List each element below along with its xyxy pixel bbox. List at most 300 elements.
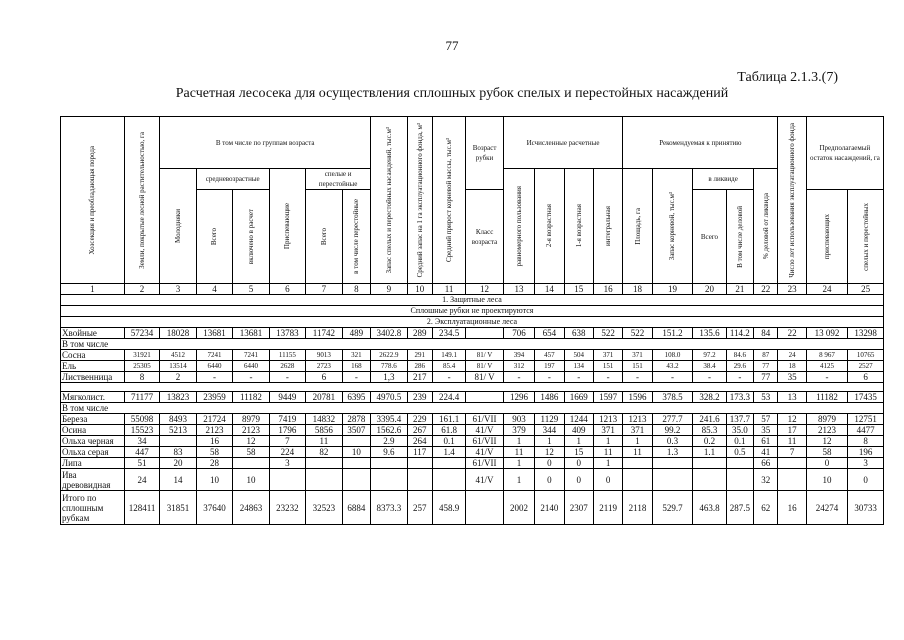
value-cell: 11182 xyxy=(233,392,269,403)
value-cell: 35.0 xyxy=(726,425,753,436)
value-cell xyxy=(342,436,370,447)
value-cell: 10 xyxy=(806,469,848,491)
column-number: 12 xyxy=(466,284,503,295)
value-cell: 6 xyxy=(848,372,884,383)
subgroup-label: В том числе xyxy=(61,403,884,414)
value-cell: 13 xyxy=(778,392,806,403)
value-cell: 8493 xyxy=(160,414,196,425)
value-cell: 409 xyxy=(564,425,593,436)
value-cell: 196 xyxy=(848,447,884,458)
header-stock: Запас спелых и перестойных насаждений, тыс.м³ xyxy=(371,117,407,284)
header-calc-integral: интегральная xyxy=(593,169,622,284)
value-cell: 134 xyxy=(564,361,593,372)
value-cell: 8 967 xyxy=(806,350,848,361)
value-cell: 85.3 xyxy=(693,425,726,436)
value-cell: 3 xyxy=(269,458,305,469)
value-cell: 344 xyxy=(535,425,564,436)
value-cell: 2.9 xyxy=(371,436,407,447)
value-cell: 34 xyxy=(124,436,159,447)
table-row xyxy=(61,372,884,383)
value-cell: 2 xyxy=(160,372,196,383)
value-cell: 11155 xyxy=(269,350,305,361)
table-row xyxy=(61,425,884,436)
value-cell: 15523 xyxy=(124,425,159,436)
value-cell: 12 xyxy=(535,447,564,458)
table-number: Таблица 2.1.3.(7) xyxy=(737,70,838,85)
value-cell: 17 xyxy=(778,425,806,436)
value-cell: 1 xyxy=(535,436,564,447)
value-cell: 2307 xyxy=(564,491,593,525)
value-cell: 84.6 xyxy=(726,350,753,361)
value-cell: - xyxy=(564,372,593,383)
value-cell: 58 xyxy=(233,447,269,458)
header-c2: Земли, покрытые лесной растительностью, га xyxy=(124,117,159,284)
value-cell: 457 xyxy=(535,350,564,361)
value-cell: 239 xyxy=(407,392,432,403)
value-cell: - xyxy=(342,372,370,383)
value-cell: 0 xyxy=(535,469,564,491)
page-number: 77 xyxy=(445,38,459,53)
header-mature-all: Всего xyxy=(306,190,342,284)
column-number: 1 xyxy=(61,284,125,295)
value-cell: 13681 xyxy=(196,328,232,339)
value-cell: 9449 xyxy=(269,392,305,403)
value-cell: 8 xyxy=(124,372,159,383)
value-cell: 81/ V xyxy=(466,361,503,372)
value-cell: 1486 xyxy=(535,392,564,403)
value-cell: 447 xyxy=(124,447,159,458)
value-cell: - xyxy=(503,372,534,383)
table-row xyxy=(61,392,884,403)
value-cell: 31921 xyxy=(124,350,159,361)
species-cell: Мягколист. xyxy=(61,392,125,403)
value-cell: 99.2 xyxy=(652,425,693,436)
value-cell xyxy=(371,458,407,469)
value-cell: 61/VII xyxy=(466,458,503,469)
value-cell: - xyxy=(806,372,848,383)
value-cell: 321 xyxy=(342,350,370,361)
value-cell: 11182 xyxy=(806,392,848,403)
value-cell: 0 xyxy=(535,458,564,469)
value-cell: 8979 xyxy=(806,414,848,425)
value-cell: 1213 xyxy=(623,414,652,425)
column-number: 8 xyxy=(342,284,370,295)
value-cell: 168 xyxy=(342,361,370,372)
value-cell xyxy=(693,458,726,469)
section-note-cell: Сплошные рубки не проектируются xyxy=(61,306,884,317)
value-cell: 0 xyxy=(806,458,848,469)
value-cell: 161.1 xyxy=(432,414,465,425)
table-row xyxy=(61,458,884,469)
value-cell: 15 xyxy=(564,447,593,458)
value-cell: 4125 xyxy=(806,361,848,372)
value-cell xyxy=(306,469,342,491)
value-cell: 6440 xyxy=(196,361,232,372)
column-number: 5 xyxy=(233,284,269,295)
header-age-class: Класс возраста xyxy=(466,190,503,284)
value-cell: 55098 xyxy=(124,414,159,425)
value-cell: 2118 xyxy=(623,491,652,525)
value-cell: 1 xyxy=(503,469,534,491)
value-cell: 25305 xyxy=(124,361,159,372)
value-cell: 10 xyxy=(342,447,370,458)
value-cell: 11742 xyxy=(306,328,342,339)
value-cell: 522 xyxy=(623,328,652,339)
value-cell: 1 xyxy=(593,436,622,447)
value-cell: 22 xyxy=(778,328,806,339)
value-cell: 6884 xyxy=(342,491,370,525)
value-cell: 371 xyxy=(593,350,622,361)
column-number: 4 xyxy=(196,284,232,295)
value-cell xyxy=(407,458,432,469)
value-cell xyxy=(342,458,370,469)
value-cell: 463.8 xyxy=(693,491,726,525)
value-cell: 286 xyxy=(407,361,432,372)
value-cell: 41/V xyxy=(466,425,503,436)
value-cell: 8979 xyxy=(233,414,269,425)
column-number: 20 xyxy=(693,284,726,295)
header-area: Площадь, га xyxy=(623,169,652,284)
value-cell xyxy=(778,458,806,469)
header-young: Молодняки xyxy=(160,169,196,284)
species-cell: Ольха серая xyxy=(61,447,125,458)
value-cell: 58 xyxy=(196,447,232,458)
value-cell: 371 xyxy=(623,350,652,361)
value-cell: 13681 xyxy=(233,328,269,339)
value-cell: 12 xyxy=(806,436,848,447)
value-cell xyxy=(652,458,693,469)
value-cell: 114.2 xyxy=(726,328,753,339)
value-cell: 38.4 xyxy=(693,361,726,372)
table-row xyxy=(61,361,884,372)
species-cell: Липа xyxy=(61,458,125,469)
value-cell: 66 xyxy=(754,458,778,469)
value-cell: 20 xyxy=(160,458,196,469)
table-row xyxy=(61,436,884,447)
value-cell: 3507 xyxy=(342,425,370,436)
subgroup-label-row xyxy=(61,403,884,414)
value-cell xyxy=(432,458,465,469)
value-cell: 2878 xyxy=(342,414,370,425)
value-cell: 151 xyxy=(623,361,652,372)
value-cell: 5213 xyxy=(160,425,196,436)
species-cell: Ольха черная xyxy=(61,436,125,447)
value-cell: - xyxy=(652,372,693,383)
section-note xyxy=(61,306,884,317)
value-cell: 12 xyxy=(233,436,269,447)
header-middle-incl: включено в расчет xyxy=(233,190,269,284)
table-row xyxy=(61,350,884,361)
value-cell: 654 xyxy=(535,328,564,339)
value-cell: 217 xyxy=(407,372,432,383)
header-c1: Хозсекция и преобладающая порода xyxy=(61,117,125,284)
value-cell: - xyxy=(196,372,232,383)
header-remain: Предполагаемый остаток насаждений, га xyxy=(806,117,883,190)
value-cell: 43.2 xyxy=(652,361,693,372)
value-cell: 2119 xyxy=(593,491,622,525)
value-cell: 87 xyxy=(754,350,778,361)
value-cell xyxy=(269,469,305,491)
value-cell: 61.8 xyxy=(432,425,465,436)
value-cell: 135.6 xyxy=(693,328,726,339)
value-cell: 267 xyxy=(407,425,432,436)
value-cell: - xyxy=(233,372,269,383)
header-remain-ripe: приспевающих xyxy=(806,190,848,284)
value-cell: 57 xyxy=(754,414,778,425)
value-cell: 0.3 xyxy=(652,436,693,447)
column-number: 25 xyxy=(848,284,884,295)
value-cell: 24 xyxy=(124,469,159,491)
header-mature-over: в том числе перестойные xyxy=(342,190,370,284)
value-cell: 378.5 xyxy=(652,392,693,403)
table-row xyxy=(61,328,884,339)
column-number: 11 xyxy=(432,284,465,295)
column-number: 6 xyxy=(269,284,305,295)
value-cell: 137.7 xyxy=(726,414,753,425)
value-cell: 81/ V xyxy=(466,372,503,383)
value-cell: 1796 xyxy=(269,425,305,436)
value-cell: 1.3 xyxy=(652,447,693,458)
value-cell xyxy=(623,458,652,469)
header-liquid-bus: В том числе деловой xyxy=(726,190,753,284)
section-exploitation-cell: 2. Эксплуатационные леса xyxy=(61,317,884,328)
value-cell: 82 xyxy=(306,447,342,458)
value-cell: 28 xyxy=(196,458,232,469)
value-cell: 11 xyxy=(503,447,534,458)
value-cell: 8 xyxy=(848,436,884,447)
value-cell: 371 xyxy=(623,425,652,436)
value-cell: 149.1 xyxy=(432,350,465,361)
subgroup-label: В том числе xyxy=(61,339,884,350)
value-cell: 1669 xyxy=(564,392,593,403)
value-cell: 18028 xyxy=(160,328,196,339)
value-cell xyxy=(466,392,503,403)
value-cell: 21724 xyxy=(196,414,232,425)
value-cell: 61/VII xyxy=(466,436,503,447)
value-cell: 71177 xyxy=(124,392,159,403)
value-cell: 151.2 xyxy=(652,328,693,339)
value-cell: 3395.4 xyxy=(371,414,407,425)
value-cell: 1.4 xyxy=(432,447,465,458)
column-number: 15 xyxy=(564,284,593,295)
value-cell: 24274 xyxy=(806,491,848,525)
table-title: Расчетная лесосека для осуществления сплошных рубок спелых и перестойных насаждений xyxy=(175,86,729,101)
value-cell: 489 xyxy=(342,328,370,339)
column-number: 18 xyxy=(623,284,652,295)
value-cell: 2723 xyxy=(306,361,342,372)
value-cell xyxy=(407,469,432,491)
value-cell: 117 xyxy=(407,447,432,458)
header-liquid: в ликвиде xyxy=(693,169,754,190)
value-cell: 10 xyxy=(196,469,232,491)
value-cell: 41 xyxy=(754,447,778,458)
table-row xyxy=(61,447,884,458)
value-cell: 51 xyxy=(124,458,159,469)
value-cell: 81/ V xyxy=(466,350,503,361)
value-cell: 1597 xyxy=(593,392,622,403)
column-number-row xyxy=(61,284,884,295)
header-root-stock: Запас корневой, тыс.м³ xyxy=(652,169,693,284)
value-cell: 224.4 xyxy=(432,392,465,403)
total-row xyxy=(61,491,884,525)
value-cell: 1129 xyxy=(535,414,564,425)
value-cell: 903 xyxy=(503,414,534,425)
value-cell xyxy=(432,469,465,491)
value-cell: 529.7 xyxy=(652,491,693,525)
value-cell: 18 xyxy=(778,361,806,372)
value-cell xyxy=(652,469,693,491)
value-cell: 224 xyxy=(269,447,305,458)
value-cell: 14832 xyxy=(306,414,342,425)
species-cell: Лиственница xyxy=(61,372,125,383)
value-cell: 41/V xyxy=(466,447,503,458)
value-cell: 108.0 xyxy=(652,350,693,361)
species-cell: Сосна xyxy=(61,350,125,361)
value-cell xyxy=(233,458,269,469)
value-cell: 371 xyxy=(593,425,622,436)
value-cell: 11 xyxy=(306,436,342,447)
value-cell: 173.3 xyxy=(726,392,753,403)
value-cell: 77 xyxy=(754,361,778,372)
value-cell xyxy=(371,469,407,491)
value-cell: 83 xyxy=(160,447,196,458)
column-number: 9 xyxy=(371,284,407,295)
value-cell: 2002 xyxy=(503,491,534,525)
header-age-groups: В том числе по группам возраста xyxy=(160,117,371,169)
value-cell: - xyxy=(432,372,465,383)
value-cell: 8373.3 xyxy=(371,491,407,525)
value-cell: 13298 xyxy=(848,328,884,339)
header-cut-age: Возраст рубки xyxy=(466,117,503,190)
species-cell: Ива древовидная xyxy=(61,469,125,491)
value-cell: 58 xyxy=(806,447,848,458)
value-cell: 0 xyxy=(564,458,593,469)
value-cell: 328.2 xyxy=(693,392,726,403)
value-cell: 1 xyxy=(623,436,652,447)
blank-cell xyxy=(61,383,884,392)
table-row xyxy=(61,469,884,491)
value-cell: 14 xyxy=(160,469,196,491)
value-cell: 1 xyxy=(593,458,622,469)
value-cell: 9013 xyxy=(306,350,342,361)
value-cell: 53 xyxy=(754,392,778,403)
value-cell: - xyxy=(269,372,305,383)
value-cell: 16 xyxy=(778,491,806,525)
value-cell: 2622.9 xyxy=(371,350,407,361)
value-cell: 638 xyxy=(564,328,593,339)
value-cell: 0.5 xyxy=(726,447,753,458)
value-cell: 2527 xyxy=(848,361,884,372)
value-cell: 10765 xyxy=(848,350,884,361)
value-cell: 13823 xyxy=(160,392,196,403)
value-cell: 197 xyxy=(535,361,564,372)
value-cell: 706 xyxy=(503,328,534,339)
value-cell: 3402.8 xyxy=(371,328,407,339)
value-cell: 2140 xyxy=(535,491,564,525)
value-cell: 0 xyxy=(593,469,622,491)
value-cell: - xyxy=(535,372,564,383)
header-calc-uniform: равномерного пользования xyxy=(503,169,534,284)
header-years: Число лет использования эксплуатационного фонда xyxy=(778,117,806,284)
column-number: 16 xyxy=(593,284,622,295)
value-cell: 32523 xyxy=(306,491,342,525)
value-cell: 12 xyxy=(778,414,806,425)
value-cell: 4477 xyxy=(848,425,884,436)
species-cell: Ель xyxy=(61,361,125,372)
header-calc-1age: 1-я возрастная xyxy=(564,169,593,284)
species-cell: Итого по сплошным рубкам xyxy=(61,491,125,525)
value-cell: 9.6 xyxy=(371,447,407,458)
value-cell: 13783 xyxy=(269,328,305,339)
value-cell: 11 xyxy=(623,447,652,458)
value-cell: - xyxy=(623,372,652,383)
value-cell: 29.6 xyxy=(726,361,753,372)
value-cell: 20781 xyxy=(306,392,342,403)
column-number: 24 xyxy=(806,284,848,295)
header-mature: спелые и перестойные xyxy=(306,169,371,190)
value-cell: 6395 xyxy=(342,392,370,403)
column-number: 3 xyxy=(160,284,196,295)
value-cell: 7241 xyxy=(233,350,269,361)
value-cell: 7 xyxy=(778,447,806,458)
value-cell: 6440 xyxy=(233,361,269,372)
value-cell: 61 xyxy=(754,436,778,447)
value-cell: 257 xyxy=(407,491,432,525)
value-cell: 13514 xyxy=(160,361,196,372)
value-cell: 11 xyxy=(593,447,622,458)
value-cell: 234.5 xyxy=(432,328,465,339)
header-middle: средневозрастные xyxy=(196,169,269,190)
value-cell: 778.6 xyxy=(371,361,407,372)
value-cell: 1596 xyxy=(623,392,652,403)
value-cell: 128411 xyxy=(124,491,159,525)
value-cell: 1244 xyxy=(564,414,593,425)
value-cell: 229 xyxy=(407,414,432,425)
column-number: 21 xyxy=(726,284,753,295)
value-cell: 62 xyxy=(754,491,778,525)
column-number: 14 xyxy=(535,284,564,295)
value-cell: 0.1 xyxy=(432,436,465,447)
column-number: 19 xyxy=(652,284,693,295)
value-cell: 241.6 xyxy=(693,414,726,425)
value-cell: 277.7 xyxy=(652,414,693,425)
value-cell: 13 092 xyxy=(806,328,848,339)
header-avg-stock: Средний запас на 1 га эксплуатационного фонда, м³ xyxy=(407,117,432,284)
value-cell: 3 xyxy=(848,458,884,469)
table-row xyxy=(61,414,884,425)
value-cell: 291 xyxy=(407,350,432,361)
value-cell xyxy=(466,491,503,525)
header-middle-all: Всего xyxy=(196,190,232,284)
value-cell: 11 xyxy=(778,436,806,447)
value-cell: - xyxy=(693,372,726,383)
value-cell: 4512 xyxy=(160,350,196,361)
value-cell: 2123 xyxy=(806,425,848,436)
value-cell: 7419 xyxy=(269,414,305,425)
value-cell: 394 xyxy=(503,350,534,361)
value-cell: 0 xyxy=(564,469,593,491)
value-cell: 37640 xyxy=(196,491,232,525)
value-cell: 35 xyxy=(754,425,778,436)
value-cell: 0.1 xyxy=(726,436,753,447)
value-cell: 1562.6 xyxy=(371,425,407,436)
value-cell: 31851 xyxy=(160,491,196,525)
value-cell: 504 xyxy=(564,350,593,361)
value-cell: 522 xyxy=(593,328,622,339)
section-protective-cell: 1. Защитные леса xyxy=(61,295,884,306)
value-cell: 289 xyxy=(407,328,432,339)
column-number: 23 xyxy=(778,284,806,295)
